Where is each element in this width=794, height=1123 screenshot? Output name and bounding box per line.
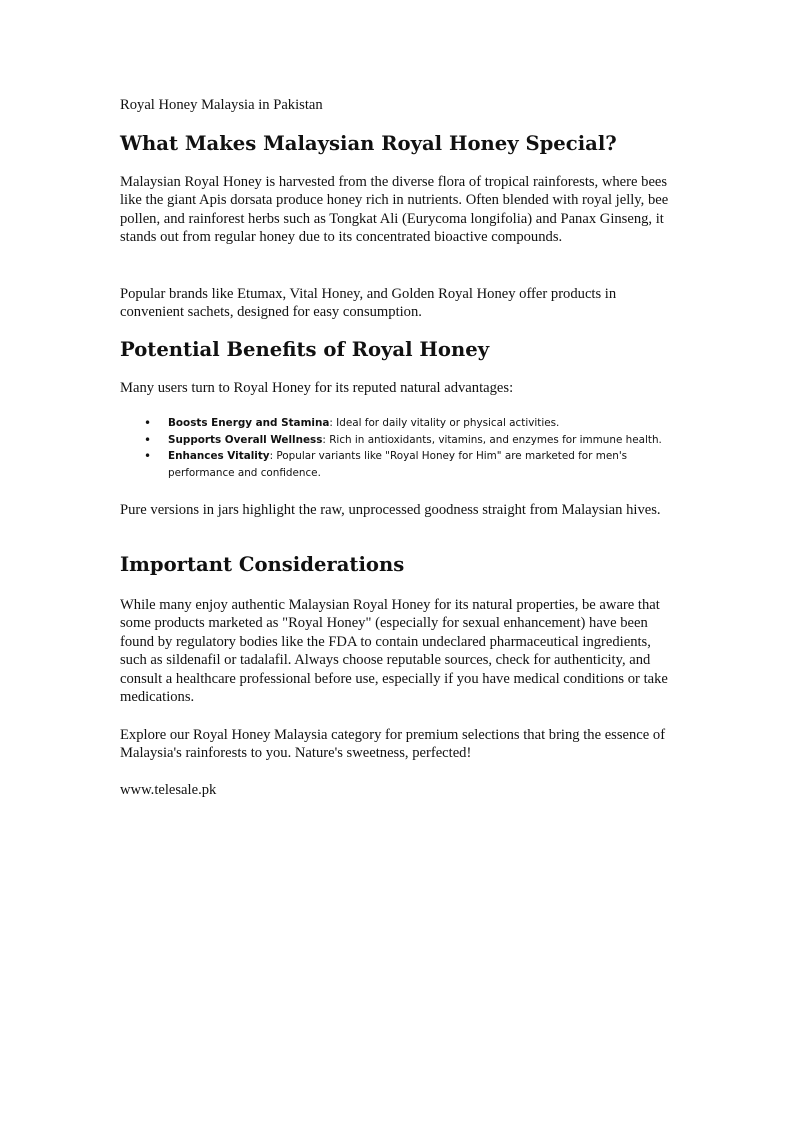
bullet-term: Supports Overall Wellness: [168, 433, 323, 446]
bullet-icon: •: [144, 449, 152, 464]
paragraph-warning: While many enjoy authentic Malaysian Royal Honey for its natural properties, be aware that some products marketed as "Royal Honey" (especially for sexual enhancement) have been found by regulatory bodies like the FDA to contain undeclared pharmaceutical ingredients, such as sildenafil or tadalafil. Always choose reputable sources, check for authenticity, and consult a healthcare professional before use, especially if you have medical conditions or take medications.: [120, 597, 668, 706]
footer-url: www.telesale.pk: [120, 782, 217, 798]
bullet-desc: : Popular variants like "Royal Honey for Him" are marketed for men's performance and confidence.: [168, 450, 628, 479]
heading-considerations: Important Considerations: [120, 553, 405, 576]
bullet-term: Enhances Vitality: [168, 450, 270, 463]
list-item: [120, 448, 668, 481]
benefits-list: [120, 415, 680, 481]
paragraph-explore: Explore our Royal Honey Malaysia category for premium selections that bring the essence of Malaysia's rainforests to you. Nature's sweetness, perfected!: [120, 727, 666, 762]
heading-benefits: Potential Benefits of Royal Honey: [120, 338, 490, 361]
paragraph-benefits-intro: Many users turn to Royal Honey for its reputed natural advantages:: [120, 380, 514, 396]
list-item: [120, 415, 668, 432]
list-item: [120, 432, 668, 449]
bullet-desc: : Rich in antioxidants, vitamins, and enzymes for immune health.: [322, 433, 662, 446]
bullet-desc: : Ideal for daily vitality or physical activities.: [329, 417, 560, 429]
paragraph-brands: Popular brands like Etumax, Vital Honey, and Golden Royal Honey offer products in convenient sachets, designed for easy consumption.: [120, 286, 617, 321]
paragraph-harvest: Malaysian Royal Honey is harvested from the diverse flora of tropical rainforests, where bees like the giant Apis dorsata produce honey rich in nutrients. Often blended with royal jelly, bee pollen, and rainforest herbs such as Tongkat Ali (Eurycoma longifolia) and Panax Ginseng, it stands out from regular honey due to its concentrated bioactive compounds.: [120, 174, 669, 246]
bullet-icon: •: [144, 432, 152, 447]
document-top-line: Royal Honey Malaysia in Pakistan: [120, 97, 323, 113]
bullet-icon: •: [144, 416, 152, 430]
bullet-term: Boosts Energy and Stamina: [168, 417, 330, 429]
heading-special: What Makes Malaysian Royal Honey Special?: [120, 132, 617, 155]
paragraph-pure-versions: Pure versions in jars highlight the raw, unprocessed goodness straight from Malaysian hives.: [120, 502, 661, 518]
